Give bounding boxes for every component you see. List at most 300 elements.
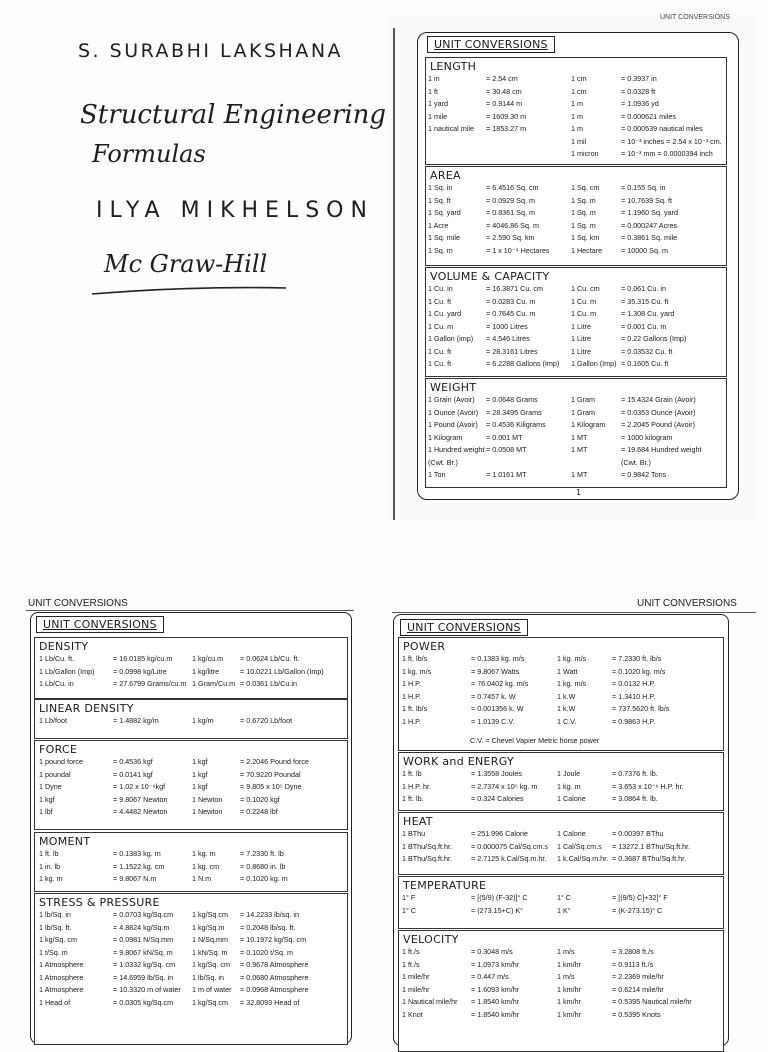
to-value: = 2.2045 Pound (Avoir): [621, 420, 695, 429]
to-value: = 0.0680 Atmosphere: [240, 972, 309, 982]
to-unit: 1 kg/Sq.cm: [192, 997, 228, 1007]
section-title: FORCE: [39, 743, 78, 756]
from-value: = 0.0981 N/Sq.mm: [113, 935, 174, 944]
page-1-top-tag: UNIT CONVERSIONS: [660, 14, 730, 21]
conversion-row: [399, 678, 723, 691]
to-value: = (K-273.15)° C: [612, 905, 663, 915]
to-unit: 1 kg. m: [192, 849, 216, 858]
conversion-row: [426, 232, 726, 245]
to-value: = 0.061 Cu. in: [621, 284, 666, 293]
to-value: = 0.7376 ft. lb.: [612, 769, 658, 778]
from-unit: 1 Kilogram: [428, 432, 463, 442]
from-value: = (273.15+C) K°: [471, 905, 524, 915]
from-unit: 1 ft. lb/s: [402, 704, 428, 713]
conversion-row: [426, 346, 726, 359]
to-unit: 1 C.V.: [557, 716, 577, 726]
conversion-row: [426, 333, 726, 346]
from-unit: 1 H.P.: [402, 716, 422, 726]
conversion-row: [426, 283, 726, 296]
from-value: = 1.0139 C.V.: [471, 716, 515, 726]
from-value: = 0.1383 kg. m: [113, 849, 161, 858]
conversion-row: [35, 873, 347, 886]
conversion-row: [35, 781, 347, 794]
to-value: = 0.22 Gallons (Imp): [621, 334, 687, 343]
section-title: DENSITY: [39, 640, 89, 653]
to-unit: 1 kg. m/s: [557, 654, 587, 663]
section-length: [425, 57, 727, 165]
to-value: = 10⁻³ inches = 2.54 x 10⁻³ cm.: [621, 136, 722, 146]
conversion-row: [35, 947, 347, 960]
from-unit: 1 Ounce (Avoir): [428, 407, 479, 417]
to-value: = 0.3861 Sq. mile: [621, 233, 678, 242]
section-heat: [398, 812, 724, 875]
page-1-header-text: UNIT CONVERSIONS: [434, 38, 548, 51]
from-unit: 1 Sq. yard: [428, 208, 461, 217]
from-unit: 1 lbf: [39, 807, 53, 816]
to-unit: 1 m/s: [557, 947, 575, 956]
conversion-row: [399, 666, 723, 679]
to-value: = 737.5620 ft. lb/s: [612, 704, 670, 713]
to-unit: 1 Litre: [571, 334, 591, 343]
to-unit: 1 Gram/Cu.m: [192, 679, 236, 688]
from-unit: 1 BThu: [402, 829, 426, 838]
from-value: = 0.0648 Grams: [486, 395, 538, 404]
from-value: = 6.4516 Sq. cm: [486, 183, 539, 192]
from-value: = 2.590 Sq. km: [486, 233, 535, 242]
to-value: = 0.6214 mile/hr: [612, 984, 664, 994]
to-value: = [(9/5) C]+32]° F: [612, 893, 668, 902]
to-value: = 0.0328 ft: [621, 86, 656, 96]
from-unit: 1 mile: [428, 111, 448, 121]
from-value: = 16.3871 Cu. cm: [486, 284, 543, 293]
conversion-row: [426, 148, 726, 161]
to-unit: 1 Gram: [571, 395, 595, 404]
to-unit: 1 km/hr: [557, 1009, 581, 1019]
conversion-row: [35, 756, 347, 769]
from-unit: 1 Cu. ft: [428, 296, 452, 306]
to-value: = 0.1020 kg. m: [240, 874, 288, 883]
section-title: LINEAR DENSITY: [39, 702, 134, 715]
section-weight: [425, 378, 727, 488]
from-unit: 1 poundal: [39, 769, 71, 779]
conversion-row: [35, 909, 347, 922]
page-1-header: [427, 36, 555, 53]
from-value: = 0.9144 m: [486, 99, 523, 108]
to-value: = 0.3937 in: [621, 74, 657, 83]
from-unit: 1 Lb/Gallon (Imp): [39, 666, 95, 676]
to-unit: 1 Litre: [571, 321, 591, 331]
to-value: = 2.2369 mile/hr: [612, 972, 664, 981]
to-unit: 1 kg/cu.m: [192, 654, 224, 663]
from-unit: 1 H.P. hr.: [402, 781, 432, 791]
from-value: = 4046.86 Sq. m: [486, 220, 539, 230]
handwritten-book-subtitle: Formulas: [92, 140, 206, 168]
handwritten-book-title: Structural Engineering: [80, 100, 387, 130]
to-unit: 1 km/hr: [557, 959, 581, 969]
section-moment: [34, 832, 348, 892]
from-unit: 1 Cu. m: [428, 321, 454, 331]
from-value: = 0.8361 Sq. m: [486, 208, 535, 217]
to-unit: 1 k.Cal/Sq.m.hr.: [557, 854, 609, 863]
to-unit: 1 N/Sq.mm: [192, 935, 228, 944]
from-value: = 0.001356 k. W: [471, 704, 524, 713]
section-title: VELOCITY: [403, 933, 459, 946]
section-work-and-energy: [398, 752, 724, 811]
from-unit: 1 nautical mile: [428, 124, 474, 133]
from-value: = 0.447 m/s: [471, 972, 509, 981]
from-value: = 9.8067 kN/Sq. m: [113, 947, 173, 957]
to-unit: 1 K°: [557, 905, 571, 915]
from-value: = 0.3048 m/s: [471, 947, 513, 956]
to-unit: 1 micron: [571, 149, 599, 158]
conversion-row: [399, 716, 723, 729]
to-unit: 1 Kilogram: [571, 420, 606, 429]
from-unit: 1 Knot: [402, 1009, 423, 1019]
to-unit: 1 Sq. m: [571, 220, 596, 230]
to-unit: 1 cm: [571, 74, 587, 83]
from-value: = [(5/9) (F-32)]° C: [471, 893, 528, 902]
from-unit: 1 Hundred weight: [428, 445, 485, 454]
from-value: = 76.0402 kg. m/s: [471, 679, 529, 688]
section-area: [425, 166, 727, 266]
conversion-row: [426, 195, 726, 208]
from-unit: 1 Acre: [428, 220, 449, 230]
to-unit: 1 Gram: [571, 407, 595, 417]
from-unit: (Cwt. Br.): [428, 457, 458, 467]
from-value: = 30.48 cm: [486, 86, 522, 96]
to-unit: 1 kg/Sq.cm: [192, 910, 228, 919]
from-unit: 1 Nautical mile/hr: [402, 997, 458, 1006]
to-value: = 7.2330 ft. lb: [240, 849, 284, 858]
to-unit: 1 Hectare: [571, 245, 603, 255]
conversion-row: [426, 245, 726, 258]
conversion-row: [399, 946, 723, 959]
conversion-row: [426, 394, 726, 407]
from-unit: 1 mile/hr: [402, 984, 430, 994]
from-unit: 1 kg. m: [39, 874, 63, 883]
to-value: = 0.000621 miles: [621, 111, 676, 121]
from-value: = 0.0703 kg/Sq.cm: [113, 910, 174, 919]
to-value: = 3.2808 ft./s: [612, 947, 654, 956]
to-value: = 3.653 x 10⁻⁶ H.P. hr.: [612, 781, 684, 791]
from-unit: 1 t/Sq. m: [39, 947, 68, 957]
conversion-row: [426, 432, 726, 445]
to-unit: 1 kg/Sq.m: [192, 922, 225, 932]
conversion-row: [35, 922, 347, 935]
from-value: = 1.6093 km/hr: [471, 984, 520, 994]
from-value: = 10.3320 m of water: [113, 985, 181, 994]
to-unit: 1 m of water: [192, 985, 232, 994]
from-unit: 1° C: [402, 905, 417, 915]
to-unit: 1 m/s: [557, 972, 575, 981]
section-title: LENGTH: [430, 60, 477, 73]
conversion-row: [399, 768, 723, 781]
conversion-row: [35, 678, 347, 691]
from-unit: 1 Lb/Cu. in: [39, 679, 74, 688]
from-unit: 1 H.P.: [402, 679, 422, 688]
page-2-top-edge: [26, 610, 354, 611]
to-value: = 0.2048 lb/sq. ft.: [240, 922, 296, 932]
to-value: = 19.684 Hundred weight: [621, 445, 702, 454]
from-unit: 1 in: [428, 74, 440, 83]
to-unit: 1 kg/litre: [192, 666, 220, 676]
section-title: VOLUME & CAPACITY: [430, 270, 550, 283]
to-unit: 1 kg/Sq. cm: [192, 960, 230, 969]
from-unit: 1 pound force: [39, 757, 83, 766]
to-value: = 0.0132 H.P.: [612, 679, 656, 688]
page-2-header-text: UNIT CONVERSIONS: [43, 618, 157, 631]
from-unit: 1 ft: [428, 86, 438, 96]
from-unit: 1 BThu/Sq.ft.hr.: [402, 854, 452, 863]
from-unit: 1 Ton: [428, 470, 446, 479]
from-value: = 0.0929 Sq. m: [486, 195, 535, 205]
to-value: = 0.155 Sq. in: [621, 183, 666, 192]
to-value: = 0.0353 Ounce (Avoir): [621, 407, 696, 417]
from-unit: 1 Atmosphere: [39, 972, 84, 982]
to-unit: 1 MT: [571, 470, 588, 479]
to-value: = 0.9113 ft./s: [612, 959, 654, 969]
from-value: = 1.0973 km/hr: [471, 959, 520, 969]
conversion-row: [426, 182, 726, 195]
conversion-row: [426, 111, 726, 124]
conversion-row: [426, 296, 726, 309]
conversion-row: [399, 653, 723, 666]
from-value: = 9.8067 Newton: [113, 794, 168, 804]
to-unit: 1 kg. m: [557, 781, 581, 791]
section-volume-capacity: [425, 267, 727, 377]
from-unit: 1 Cu. in: [428, 284, 453, 293]
conversion-row: [399, 1009, 723, 1022]
from-unit: 1 Gallon (imp): [428, 334, 474, 343]
to-value: = 0.9678 Atmosphere: [240, 960, 309, 969]
page-3-header-text: UNIT CONVERSIONS: [407, 621, 521, 634]
to-value: = 1.3410 H.P.: [612, 691, 656, 701]
conversion-row: [426, 358, 726, 371]
to-unit: 1 Sq. km: [571, 233, 600, 242]
conversion-row: [399, 971, 723, 984]
from-value: = 1853.27 m: [486, 124, 527, 133]
from-unit: 1 kg/Sq. cm: [39, 935, 77, 944]
to-value: = 0.8680 in. lb: [240, 861, 286, 871]
conversion-row: [35, 934, 347, 947]
to-value: = 0.0361 Lb/Cu.in: [240, 679, 297, 688]
to-unit: 1 cm: [571, 86, 587, 96]
section-title: WEIGHT: [430, 381, 477, 394]
from-value: = 0.324 Calories: [471, 794, 524, 803]
to-unit: 1 Watt: [557, 666, 578, 676]
conversion-row: [426, 444, 726, 457]
from-unit: 1 Sq. m: [428, 245, 453, 255]
to-unit: 1 Litre: [571, 346, 591, 356]
section-temperature: [398, 876, 724, 929]
handwritten-name: S. SURABHI LAKSHANA: [78, 40, 344, 62]
from-value: = 1.0332 kg/Sq. cm: [113, 960, 176, 969]
page-3-top-tag: UNIT CONVERSIONS: [637, 598, 737, 609]
from-unit: 1 Atmosphere: [39, 985, 84, 994]
to-unit: 1 k.W: [557, 691, 576, 701]
to-value: = 0.001 Cu. m: [621, 321, 667, 331]
page-3-header: [400, 619, 528, 636]
to-value: = 1.308 Cu. yard: [621, 309, 675, 318]
to-value: = 0.1605 Cu. ft: [621, 359, 669, 368]
from-value: = 9.8067 Watts: [471, 666, 520, 676]
to-unit: 1 kgf: [192, 769, 208, 779]
from-value: = 0.0508 MT: [486, 445, 527, 454]
conversion-row: [426, 136, 726, 149]
section-title: HEAT: [403, 815, 433, 828]
from-value: = 28.3495 Grams: [486, 407, 542, 417]
conversion-row: [426, 419, 726, 432]
conversion-row: [426, 469, 726, 482]
to-unit: 1 Sq. cm: [571, 183, 600, 192]
from-unit: 1 BThu/Sq.ft.hr.: [402, 841, 452, 851]
handwritten-author: ILYA MIKHELSON: [96, 198, 374, 223]
from-value: = 0.4536 kgf: [113, 757, 153, 766]
conversion-row: [399, 853, 723, 866]
conversion-row: [399, 905, 723, 918]
from-unit: 1 in. lb: [39, 861, 61, 871]
conversion-row: [399, 703, 723, 716]
page-2-top-tag: UNIT CONVERSIONS: [28, 598, 128, 609]
from-value: = 0.7457 k. W: [471, 691, 516, 701]
to-unit: 1 Newton: [192, 794, 223, 804]
section-stress-pressure: [34, 893, 348, 1045]
from-value: = 0.000075 Cal/Sq.cm.s: [471, 841, 548, 851]
from-unit: 1 Sq. in: [428, 183, 453, 192]
to-unit: 1 Cu. m: [571, 296, 597, 306]
to-unit: 1 Sq. m: [571, 195, 596, 205]
to-value: = 10000 Sq. m: [621, 245, 668, 255]
page-3-hp-note: C.V. = Chevel Vapier Metric horse power: [470, 736, 600, 745]
to-unit: 1 km/hr: [557, 984, 581, 994]
from-unit: 1 kg. m/s: [402, 666, 432, 676]
section-title: WORK and ENERGY: [403, 755, 515, 768]
conversion-row: [426, 308, 726, 321]
to-unit: 1 Calorie: [557, 829, 586, 838]
to-value: = 15.4324 Grain (Avoir): [621, 395, 696, 404]
from-value: = 1.4882 kg/m: [113, 716, 159, 725]
from-unit: 1 ft. lb.: [402, 794, 424, 803]
to-unit: 1 kg. cm: [192, 861, 220, 871]
section-force: [34, 740, 348, 830]
conversion-row: [35, 769, 347, 782]
to-unit: 1 Sq. m: [571, 208, 596, 217]
from-value: = 0.0998 kg/Litre: [113, 666, 167, 676]
to-value: = 13272.1 BThu/Sq.ft.hr.: [612, 841, 691, 851]
from-unit: 1 yard: [428, 99, 448, 108]
to-value: = 35.315 Cu. ft: [621, 296, 669, 306]
from-unit: 1 Sq. ft: [428, 195, 451, 205]
page-2-header: [36, 616, 164, 633]
conversion-row: [426, 207, 726, 220]
section-title: AREA: [430, 169, 461, 182]
to-unit: 1 km/hr: [557, 997, 581, 1006]
to-value: = 9.805 x 10⁵ Dyne: [240, 782, 302, 791]
to-value: = 10⁻³ mm = 0.0000394 inch: [621, 149, 713, 158]
from-unit: 1 Cu. ft: [428, 346, 452, 356]
to-value: = 0.000539 nautical miles: [621, 124, 703, 133]
to-value: = 0.1020 kgf: [240, 794, 280, 804]
page-1-number: 1: [576, 488, 582, 497]
from-unit: 1 lb/Sq. ft.: [39, 922, 72, 932]
to-value: = 0.0624 Lb/Cu. ft.: [240, 654, 300, 663]
conversion-row: [399, 691, 723, 704]
to-unit: 1 m: [571, 111, 583, 121]
to-unit: 1 kgf: [192, 757, 208, 766]
from-value: = 4.546 Litres: [486, 334, 530, 343]
from-value: = 2.7125 k.Cal/Sq.m.hr.: [471, 854, 547, 863]
conversion-row: [426, 86, 726, 99]
from-unit: 1 ft./s: [402, 959, 420, 969]
to-unit: 1 m: [571, 99, 583, 108]
conversion-row: [426, 123, 726, 136]
from-value: = 6.2288 Gallons (Imp): [486, 359, 560, 368]
conversion-row: [35, 997, 347, 1010]
from-unit: 1 kgf: [39, 794, 55, 804]
section-title: STRESS & PRESSURE: [39, 896, 160, 909]
to-unit: 1 Cu. cm: [571, 284, 600, 293]
from-unit: 1 ft. lb: [402, 769, 422, 778]
to-value: = 0.000247 Acres: [621, 220, 678, 230]
conversion-row: [399, 984, 723, 997]
from-value: = 2.54 cm: [486, 74, 518, 83]
conversion-row: [399, 781, 723, 794]
from-value: = 1.3558 Joules: [471, 769, 522, 778]
from-value: = 1.8540 km/hr: [471, 997, 520, 1006]
from-value: = 1.1522 kg. cm: [113, 861, 165, 871]
from-unit: 1 Pound (Avoir): [428, 420, 478, 429]
to-unit: 1 mil: [571, 136, 587, 146]
to-unit: 1 Cal/Sq.cm.s: [557, 841, 602, 851]
from-unit: 1 Lb/Cu. ft.: [39, 654, 75, 663]
to-value: = 1.1960 Sq. yard: [621, 208, 678, 217]
to-value: = 0.2248 lbf: [240, 807, 278, 816]
to-unit: 1 kN/Sq. m: [192, 947, 228, 957]
to-value: = 32.8093 Head of: [240, 997, 300, 1007]
to-value: = 0.1020 t/Sq. m: [240, 947, 293, 957]
to-unit: 1 MT: [571, 445, 588, 454]
to-unit: 1 Newton: [192, 807, 223, 816]
from-value: = 9.8067 N.m: [113, 874, 157, 883]
from-value: = 1000 Litres: [486, 321, 528, 331]
from-value: = 0.0305 kg/Sq.cm: [113, 997, 174, 1007]
from-unit: 1 Cu. ft: [428, 359, 452, 368]
conversion-row: [35, 959, 347, 972]
from-value: = 1.8540 km/hr: [471, 1009, 520, 1019]
to-value: = 0.5395 Knots: [612, 1009, 661, 1019]
to-value: = 0.9842 Tons: [621, 470, 667, 479]
from-unit: 1 Grain (Avoir): [428, 395, 475, 404]
to-unit: 1 N.m: [192, 874, 212, 883]
to-value: = 0.1020 kg. m/s: [612, 666, 666, 676]
to-unit: 1° C: [557, 893, 572, 902]
from-value: = 251.996 Calorie: [471, 829, 528, 838]
section-title: TEMPERATURE: [403, 879, 487, 892]
conversion-row: [426, 457, 726, 470]
section-title: POWER: [403, 640, 446, 653]
conversion-row: [399, 959, 723, 972]
from-value: = 0.1383 kg. m/s: [471, 654, 525, 663]
to-value: = 0.5395 Nautical mile/hr: [612, 997, 692, 1006]
conversion-row: [399, 793, 723, 806]
to-value: = 1.0936 yd: [621, 99, 659, 108]
from-unit: 1 Head of: [39, 997, 71, 1007]
to-unit: 1 m: [571, 124, 583, 133]
to-unit: 1 k.W: [557, 704, 576, 713]
to-value: = 7.2330 ft. lb/s: [612, 654, 662, 663]
to-value: = 14.2233 lb/sq. in: [240, 910, 299, 919]
to-value: = 3.0864 ft. lb.: [612, 794, 658, 803]
